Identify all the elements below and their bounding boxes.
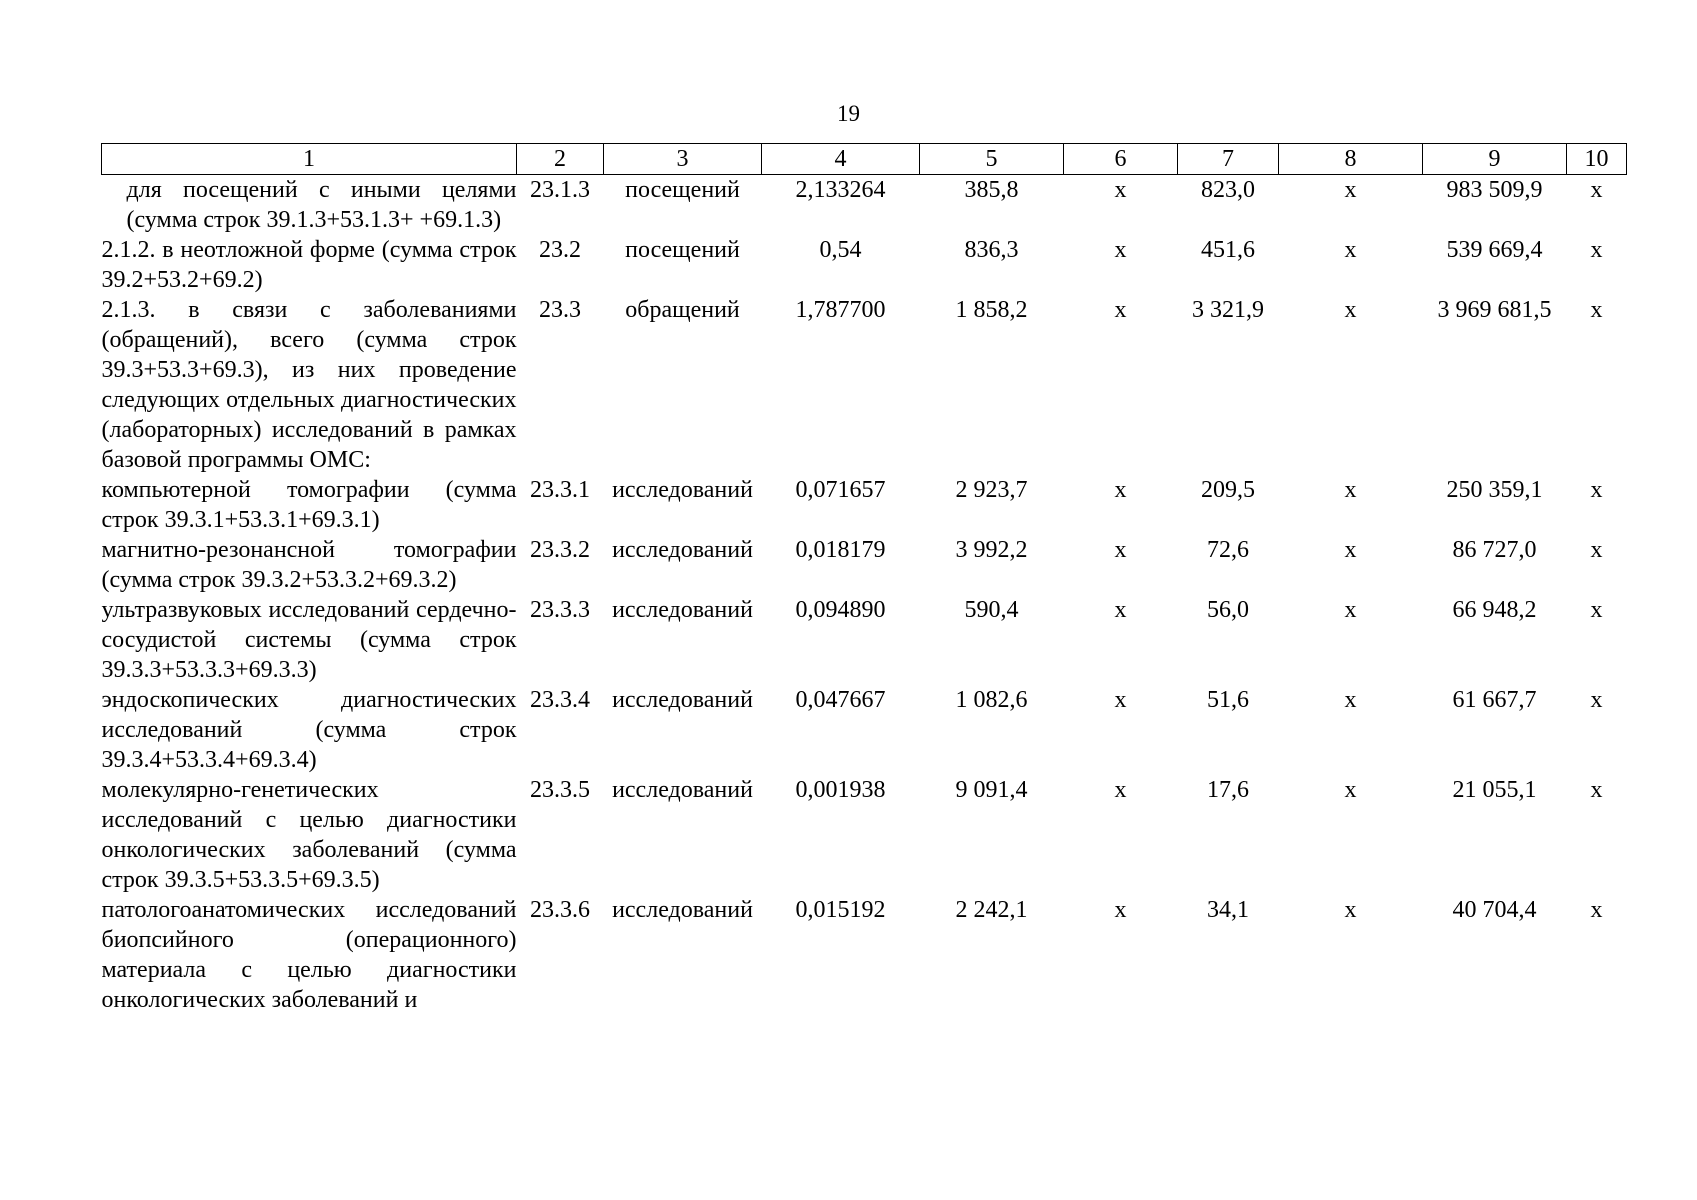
table-row: [102, 895, 1627, 1015]
row-col-10: х: [1590, 297, 1603, 323]
row-col-8: х: [1344, 597, 1357, 623]
row-col-6: х: [1114, 237, 1127, 263]
row-unit: исследований: [612, 477, 753, 503]
header-col-10: 10: [1567, 144, 1627, 175]
row-col-10: х: [1590, 597, 1603, 623]
row-description: 2.1.2. в неотложной форме (сумма строк 39.2+53.2+69.2): [101, 237, 517, 293]
row-col-10: х: [1590, 687, 1603, 713]
row-col-4: 0,001938: [795, 777, 886, 803]
row-col-4: 0,54: [819, 237, 862, 263]
row-col-7: 823,0: [1201, 177, 1255, 203]
row-col-5: 385,8: [964, 177, 1019, 203]
row-col-4: 0,047667: [795, 687, 886, 713]
row-col-9: 61 667,7: [1452, 687, 1537, 713]
row-col-8: х: [1344, 297, 1357, 323]
row-col-4: 1,787700: [795, 297, 886, 323]
row-col-4: 0,094890: [795, 597, 886, 623]
row-col-5: 1 082,6: [955, 687, 1028, 713]
row-col-9: 3 969 681,5: [1437, 297, 1552, 323]
table-row: [102, 535, 1627, 595]
header-col-3: 3: [604, 144, 762, 175]
row-col-5: 2 923,7: [955, 477, 1028, 503]
row-col-7: 56,0: [1207, 597, 1249, 623]
table-row: [102, 685, 1627, 775]
row-col-6: х: [1114, 597, 1127, 623]
row-code: 23.3.3: [530, 597, 590, 623]
row-col-9: 983 509,9: [1446, 177, 1543, 203]
row-description: ультразвуковых исследований сердечно-сосудистой системы (сумма строк 39.3.3+53.3.3+69.3.3): [101, 597, 517, 683]
header-col-5: 5: [920, 144, 1064, 175]
row-code: 23.3.1: [530, 477, 590, 503]
row-col-10: х: [1590, 537, 1603, 563]
row-unit: исследований: [612, 537, 753, 563]
header-col-7: 7: [1178, 144, 1279, 175]
row-unit: исследований: [612, 897, 753, 923]
row-col-9: 250 359,1: [1446, 477, 1543, 503]
header-row: [102, 144, 1627, 175]
row-col-8: х: [1344, 897, 1357, 923]
row-code: 23.2: [539, 237, 581, 263]
row-unit: обращений: [625, 297, 740, 323]
row-code: 23.3.5: [530, 777, 590, 803]
header-col-1: 1: [102, 144, 517, 175]
table-row: [102, 775, 1627, 895]
data-table: [101, 143, 1627, 1015]
row-col-6: х: [1114, 897, 1127, 923]
row-col-4: 0,071657: [795, 477, 886, 503]
row-col-7: 72,6: [1207, 537, 1249, 563]
row-col-4: 0,015192: [795, 897, 886, 923]
row-description: компьютерной томографии (сумма строк 39.3.1+53.3.1+69.3.1): [101, 477, 517, 533]
row-col-8: х: [1344, 177, 1357, 203]
header-col-9: 9: [1423, 144, 1567, 175]
row-code: 23.3: [539, 297, 581, 323]
row-description: молекулярно-генетических исследований с целью диагностики онкологических заболеваний (сумма строк 39.3.5+53.3.5+69.3.5): [101, 777, 517, 893]
table-row: [102, 175, 1627, 236]
row-col-5: 836,3: [964, 237, 1019, 263]
row-unit: исследований: [612, 687, 753, 713]
header-col-6: 6: [1064, 144, 1178, 175]
row-col-5: 590,4: [964, 597, 1019, 623]
row-col-8: х: [1344, 777, 1357, 803]
row-description: эндоскопических диагностических исследований (сумма строк 39.3.4+53.3.4+69.3.4): [101, 687, 517, 773]
row-col-6: х: [1114, 537, 1127, 563]
row-col-7: 3 321,9: [1192, 297, 1264, 323]
row-col-10: х: [1590, 237, 1603, 263]
row-col-6: х: [1114, 477, 1127, 503]
row-col-10: х: [1590, 897, 1603, 923]
row-col-7: 34,1: [1207, 897, 1249, 923]
header-col-2: 2: [517, 144, 604, 175]
header-col-4: 4: [762, 144, 920, 175]
row-unit: исследований: [612, 777, 753, 803]
row-col-8: х: [1344, 237, 1357, 263]
row-col-5: 3 992,2: [955, 537, 1028, 563]
row-col-9: 21 055,1: [1452, 777, 1537, 803]
table-row: [102, 235, 1627, 295]
page-number: 19: [837, 101, 860, 126]
table-row: [102, 475, 1627, 535]
row-col-9: 66 948,2: [1452, 597, 1537, 623]
header-col-8: 8: [1279, 144, 1423, 175]
row-col-9: 40 704,4: [1452, 897, 1537, 923]
row-description: 2.1.3. в связи с заболеваниями (обращений), всего (сумма строк 39.3+53.3+69.3), из них проведение следующих отдельных диагностических (лабораторных) исследований в рамках базовой программы ОМС:: [101, 297, 517, 473]
row-description: патологоанатомических исследований биопсийного (операционного) материала с целью диагностики онкологических заболеваний и: [101, 897, 517, 1013]
row-col-6: х: [1114, 297, 1127, 323]
row-unit: посещений: [625, 237, 740, 263]
row-col-5: 2 242,1: [955, 897, 1028, 923]
row-col-8: х: [1344, 537, 1357, 563]
row-col-4: 0,018179: [795, 537, 886, 563]
row-code: 23.3.6: [530, 897, 590, 923]
row-col-8: х: [1344, 477, 1357, 503]
row-col-6: х: [1114, 777, 1127, 803]
row-unit: посещений: [625, 177, 740, 203]
row-col-6: х: [1114, 687, 1127, 713]
row-col-7: 209,5: [1201, 477, 1255, 503]
row-code: 23.3.2: [530, 537, 590, 563]
row-col-6: х: [1114, 177, 1127, 203]
row-col-7: 17,6: [1207, 777, 1249, 803]
row-unit: исследований: [612, 597, 753, 623]
row-description: для посещений с иными целями (сумма строк 39.1.3+53.1.3+ +69.1.3): [126, 177, 517, 233]
row-col-4: 2,133264: [795, 177, 886, 203]
row-col-5: 9 091,4: [955, 777, 1028, 803]
table-row: [102, 295, 1627, 475]
row-col-9: 86 727,0: [1452, 537, 1537, 563]
row-description: магнитно-резонансной томографии (сумма строк 39.3.2+53.3.2+69.3.2): [101, 537, 517, 593]
row-col-7: 51,6: [1207, 687, 1249, 713]
row-code: 23.1.3: [530, 177, 590, 203]
table-row: [102, 595, 1627, 685]
row-col-8: х: [1344, 687, 1357, 713]
row-col-5: 1 858,2: [955, 297, 1028, 323]
row-col-9: 539 669,4: [1446, 237, 1543, 263]
row-col-7: 451,6: [1201, 237, 1255, 263]
row-code: 23.3.4: [530, 687, 590, 713]
row-col-10: х: [1590, 177, 1603, 203]
row-col-10: х: [1590, 777, 1603, 803]
row-col-10: х: [1590, 477, 1603, 503]
